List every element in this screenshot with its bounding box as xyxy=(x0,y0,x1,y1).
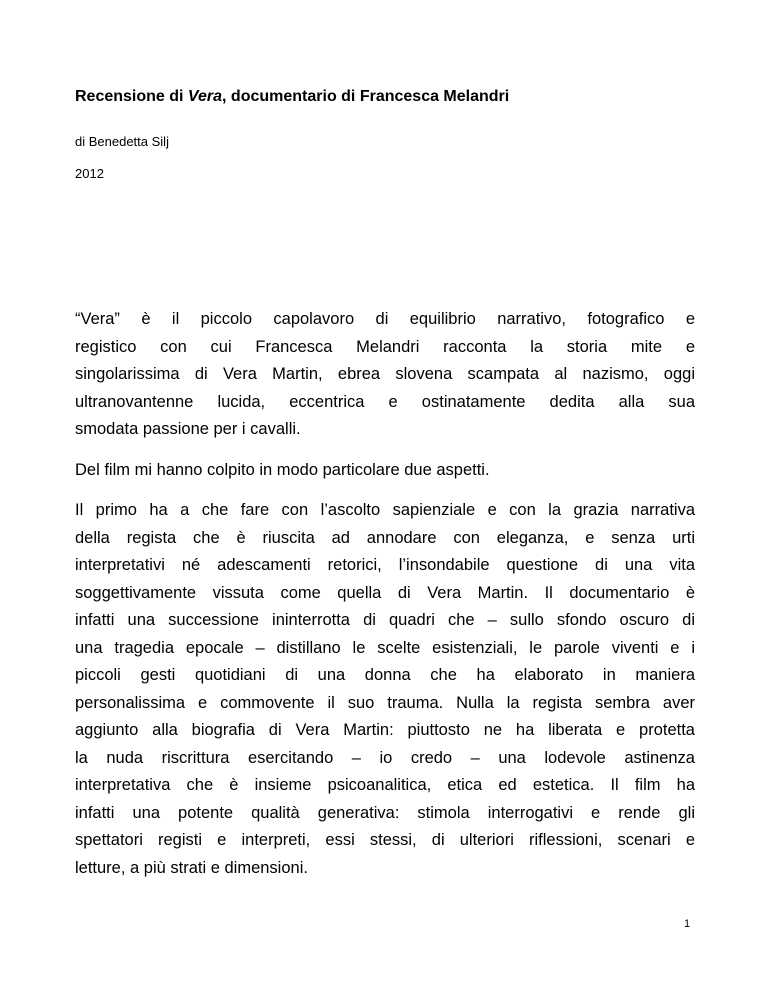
document-title xyxy=(75,88,509,106)
author-line: di Benedetta Silj xyxy=(75,134,169,149)
text-line: infatti una potente qualità generativa: stimola interrogativi e rende gli xyxy=(75,803,695,822)
title-suffix: , documentario di Francesca Melandri xyxy=(222,88,510,105)
page-number: 1 xyxy=(684,918,691,930)
paragraph-2 xyxy=(75,457,695,485)
text-line: ultranovantenne lucida, eccentrica e ostinatamente dedita alla sua xyxy=(75,392,695,411)
text-line: aggiunto alla biografia di Vera Martin: piuttosto ne ha liberata e protetta xyxy=(75,721,695,739)
text-line: spettatori registi e interpreti, essi stessi, di ulteriori riflessioni, scenari e xyxy=(75,831,695,849)
body-text xyxy=(75,306,695,895)
title-prefix: Recensione di xyxy=(75,88,188,105)
text-line: Del film mi hanno colpito in modo particolare due aspetti. xyxy=(75,460,490,479)
paragraph-1 xyxy=(75,306,695,444)
text-line: della regista che è riuscita ad annodare con eleganza, e senza urti xyxy=(75,528,695,547)
text-line: smodata passione per i cavalli. xyxy=(75,420,301,438)
text-line: la nuda riscrittura esercitando – io credo – una lodevole astinenza xyxy=(75,748,695,767)
text-line: singolarissima di Vera Martin, ebrea slovena scampata al nazismo, oggi xyxy=(75,365,695,383)
text-line: soggettivamente vissuta come quella di Vera Martin. Il documentario è xyxy=(75,583,695,602)
title-italic: Vera xyxy=(187,88,223,105)
text-line: infatti una successione ininterrotta di quadri che – sullo sfondo oscuro di xyxy=(75,611,695,629)
text-line: Il primo ha a che fare con l’ascolto sapienziale e con la grazia narrativa xyxy=(75,501,695,519)
text-line: personalissima e commovente il suo trauma. Nulla la regista sembra aver xyxy=(75,693,695,712)
text-line: interpretativi né adescamenti retorici, l’insondabile questione di una vita xyxy=(75,556,695,574)
paragraph-3 xyxy=(75,497,695,882)
text-line: una tragedia epocale – distillano le scelte esistenziali, le parole viventi e i xyxy=(75,638,695,657)
text-line: registico con cui Francesca Melandri racconta la storia mite e xyxy=(75,337,695,356)
year-line: 2012 xyxy=(75,166,104,181)
text-line: piccoli gesti quotidiani di una donna che ha elaborato in maniera xyxy=(75,666,695,684)
text-line: letture, a più strati e dimensioni. xyxy=(75,858,308,877)
text-line: “Vera” è il piccolo capolavoro di equilibrio narrativo, fotografico e xyxy=(75,310,695,328)
text-line: interpretativa che è insieme psicoanalitica, etica ed estetica. Il film ha xyxy=(75,776,695,794)
